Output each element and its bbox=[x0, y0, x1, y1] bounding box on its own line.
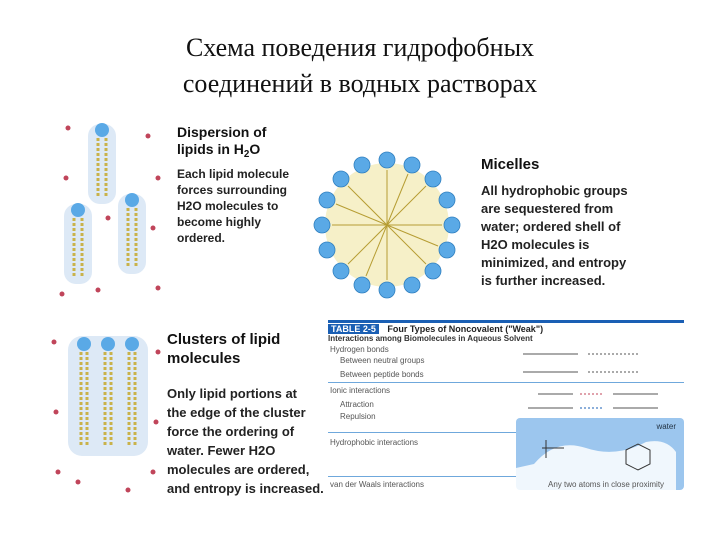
clusters-line: molecules are ordered, bbox=[167, 462, 310, 477]
title-line-1: Схема поведения гидрофобных bbox=[185, 33, 535, 62]
clusters-line: and entropy is increased. bbox=[167, 481, 324, 496]
micelles-line: water; ordered shell of bbox=[481, 219, 621, 234]
table-row: Between peptide bonds bbox=[340, 370, 424, 379]
micelles-heading: Micelles bbox=[481, 156, 540, 173]
table-structures bbox=[518, 344, 678, 424]
water-label: water bbox=[656, 422, 676, 431]
dispersion-heading-line-1: Dispersion of bbox=[177, 124, 267, 140]
cluster-illustration bbox=[48, 322, 163, 502]
micelle-tails bbox=[332, 170, 442, 280]
table-row: Hydrophobic interactions bbox=[330, 438, 419, 447]
slide-title bbox=[0, 30, 720, 102]
table-row: Repulsion bbox=[340, 412, 376, 421]
clusters-heading-line: Clusters of lipid bbox=[167, 331, 281, 348]
micelles-line: are sequestered from bbox=[481, 201, 614, 216]
clusters-line: the edge of the cluster bbox=[167, 405, 306, 420]
table-label: TABLE 2-5 bbox=[328, 324, 379, 334]
dispersion-illustration bbox=[58, 118, 178, 298]
table-title: Four Types of Noncovalent ("Weak") bbox=[387, 324, 544, 334]
micelle-illustration bbox=[312, 150, 462, 300]
lipid-molecule-2 bbox=[64, 203, 92, 284]
title-line-2: соединений в водных растворах bbox=[182, 69, 538, 98]
clusters-heading bbox=[167, 330, 280, 368]
micelles-line: H2O molecules is bbox=[481, 237, 590, 252]
micelles-line: All hydrophobic groups bbox=[481, 183, 628, 198]
dispersion-line: ordered. bbox=[177, 231, 226, 245]
clusters-body bbox=[167, 384, 324, 498]
clusters-line: force the ordering of bbox=[167, 424, 295, 439]
dispersion-line: forces surrounding bbox=[177, 183, 288, 197]
dispersion-body bbox=[177, 166, 289, 246]
lipid-molecule-1 bbox=[88, 123, 116, 204]
clusters-heading-line: molecules bbox=[167, 350, 241, 367]
table-top-rule bbox=[328, 320, 684, 323]
table-row: Attraction bbox=[340, 400, 374, 409]
micelles-line: is further increased. bbox=[481, 273, 606, 288]
dispersion-heading bbox=[177, 124, 266, 163]
interactions-table bbox=[328, 320, 684, 494]
table-title-2: Interactions among Biomolecules in Aqueous Solvent bbox=[328, 334, 533, 343]
dispersion-line: Each lipid molecule bbox=[177, 167, 290, 181]
micelles-body bbox=[481, 182, 628, 290]
micelles-line: minimized, and entropy bbox=[481, 255, 627, 270]
table-row: van der Waals interactions bbox=[330, 480, 424, 489]
dispersion-line: become highly bbox=[177, 215, 262, 229]
table-footnote: Any two atoms in close proximity bbox=[548, 480, 665, 489]
table-row: Between neutral groups bbox=[340, 356, 425, 365]
table-row: Ionic interactions bbox=[330, 386, 391, 395]
clusters-line: Only lipid portions at bbox=[167, 386, 297, 401]
lipid-molecule-3 bbox=[118, 193, 146, 274]
dispersion-line: H2O molecules to bbox=[177, 199, 279, 213]
table-row: Hydrogen bonds bbox=[330, 345, 389, 354]
clusters-line: water. Fewer H2O bbox=[167, 443, 276, 458]
dispersion-heading-line-2: lipids in $H_2O$ bbox=[177, 141, 261, 160]
